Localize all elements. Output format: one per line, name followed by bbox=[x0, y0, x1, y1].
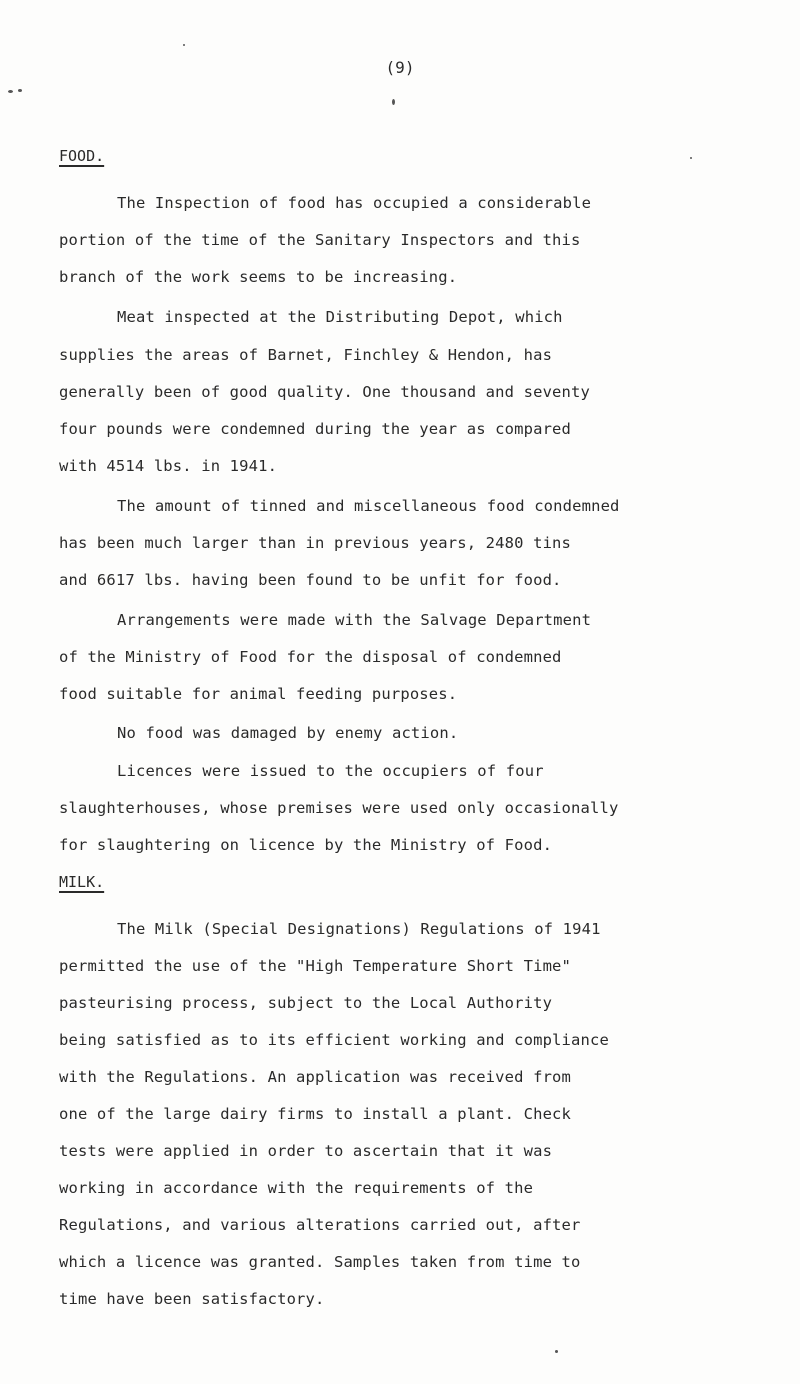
scan-speck bbox=[392, 99, 395, 105]
milk-heading: MILK. bbox=[59, 873, 105, 891]
milk-line: being satisfied as to its efficient working and compliance bbox=[59, 1031, 609, 1049]
food-line: Licences were issued to the occupiers of four bbox=[117, 762, 544, 780]
milk-line: one of the large dairy firms to install a plant. Check bbox=[59, 1105, 572, 1123]
milk-line: working in accordance with the requirements of the bbox=[59, 1179, 534, 1197]
food-line: with 4514 lbs. in 1941. bbox=[59, 457, 278, 475]
milk-line: The Milk (Special Designations) Regulations of 1941 bbox=[117, 920, 601, 938]
food-line: The Inspection of food has occupied a considerable bbox=[117, 194, 592, 212]
food-line: and 6617 lbs. having been found to be unfit for food. bbox=[59, 571, 562, 589]
scan-speck bbox=[183, 44, 185, 46]
milk-line: pasteurising process, subject to the Local Authority bbox=[59, 994, 553, 1012]
milk-line: time have been satisfactory. bbox=[59, 1290, 325, 1308]
milk-line: which a licence was granted. Samples taken from time to bbox=[59, 1253, 581, 1271]
scan-speck bbox=[690, 157, 692, 159]
food-line: branch of the work seems to be increasing. bbox=[59, 268, 458, 286]
scan-speck bbox=[555, 1350, 558, 1353]
food-line: has been much larger than in previous years, 2480 tins bbox=[59, 534, 572, 552]
food-line: slaughterhouses, whose premises were used only occasionally bbox=[59, 799, 619, 817]
food-line: food suitable for animal feeding purposes. bbox=[59, 685, 458, 703]
food-line: Arrangements were made with the Salvage Department bbox=[117, 611, 592, 629]
scan-speck bbox=[18, 89, 22, 92]
milk-line: Regulations, and various alterations carried out, after bbox=[59, 1216, 581, 1234]
food-line: portion of the time of the Sanitary Inspectors and this bbox=[59, 231, 581, 249]
food-line: generally been of good quality. One thousand and seventy bbox=[59, 383, 590, 401]
food-line: of the Ministry of Food for the disposal of condemned bbox=[59, 648, 562, 666]
milk-line: tests were applied in order to ascertain that it was bbox=[59, 1142, 553, 1160]
food-heading: FOOD. bbox=[59, 147, 105, 165]
food-line: for slaughtering on licence by the Ministry of Food. bbox=[59, 836, 553, 854]
milk-line: with the Regulations. An application was received from bbox=[59, 1068, 572, 1086]
food-line: supplies the areas of Barnet, Finchley & Hendon, has bbox=[59, 346, 553, 364]
food-line: four pounds were condemned during the year as compared bbox=[59, 420, 572, 438]
milk-line: permitted the use of the "High Temperature Short Time" bbox=[59, 957, 572, 975]
scan-speck bbox=[8, 90, 13, 93]
food-line: The amount of tinned and miscellaneous food condemned bbox=[117, 497, 620, 515]
food-line: Meat inspected at the Distributing Depot, which bbox=[117, 308, 563, 326]
page-number: (9) bbox=[385, 58, 415, 77]
food-line: No food was damaged by enemy action. bbox=[117, 724, 459, 742]
